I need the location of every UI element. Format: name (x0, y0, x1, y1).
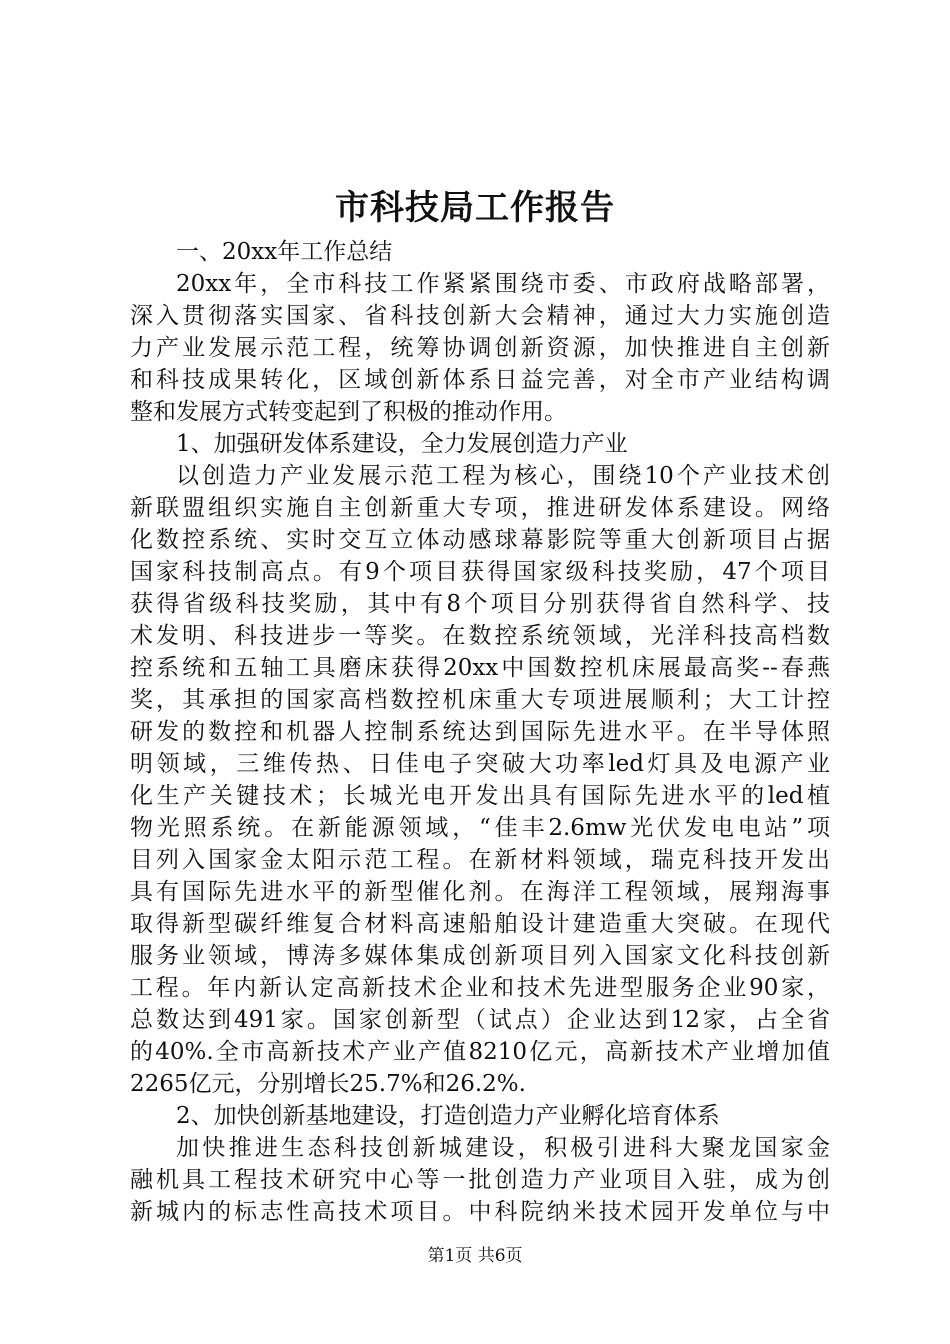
paragraph-line: 和科技成果转化，区域创新体系日益完善，对全市产业结构调 (130, 367, 830, 393)
paragraph-line: 新联盟组织实施自主创新重大专项，推进研发体系建设。网络 (130, 495, 830, 521)
paragraph-line: 明领域，三维传热、日佳电子突破大功率led灯具及电源产业 (130, 751, 830, 777)
paragraph-line: 工程。年内新认定高新技术企业和技术先进型服务企业90家， (130, 975, 830, 1001)
paragraph-line: 深入贯彻落实国家、省科技创新大会精神，通过大力实施创造 (130, 303, 830, 329)
subsection-heading: 1、加强研发体系建设，全力发展创造力产业 (176, 431, 628, 457)
paragraph-line: 具有国际先进水平的新型催化剂。在海洋工程领域，展翔海事 (130, 879, 830, 905)
paragraph-line: 取得新型碳纤维复合材料高速船舶设计建造重大突破。在现代 (130, 911, 830, 937)
paragraph-line: 加快推进生态科技创新城建设，积极引进科大聚龙国家金 (176, 1135, 830, 1161)
paragraph-line: 新城内的标志性高技术项目。中科院纳米技术园开发单位与中 (130, 1199, 830, 1225)
paragraph-line: 服务业领域，博涛多媒体集成创新项目列入国家文化科技创新 (130, 943, 830, 969)
paragraph-line: 物光照系统。在新能源领域，“佳丰2.6mw光伏发电电站”项 (130, 815, 830, 841)
paragraph-line: 2265亿元，分别增长25.7%和26.2%. (130, 1071, 526, 1097)
paragraph-line: 获得省级科技奖励，其中有8个项目分别获得省自然科学、技 (130, 591, 830, 617)
paragraph-line: 总数达到491家。国家创新型（试点）企业达到12家，占全省 (130, 1007, 830, 1033)
paragraph-line: 奖，其承担的国家高档数控机床重大专项进展顺利；大工计控 (130, 687, 830, 713)
paragraph-line: 整和发展方式转变起到了积极的推动作用。 (130, 399, 567, 425)
section-heading: 一、20xx年工作总结 (176, 239, 393, 265)
page-title: 市科技局工作报告 (335, 188, 615, 228)
paragraph-line: 研发的数控和机器人控制系统达到国际先进水平。在半导体照 (130, 719, 830, 745)
paragraph-line: 以创造力产业发展示范工程为核心，围绕10个产业技术创 (176, 463, 830, 489)
paragraph-line: 20xx年，全市科技工作紧紧围绕市委、市政府战略部署， (176, 271, 830, 297)
paragraph-line: 化生产关键技术；长城光电开发出具有国际先进水平的led植 (130, 783, 830, 809)
paragraph-line: 控系统和五轴工具磨床获得20xx中国数控机床展最高奖--春燕 (130, 655, 830, 681)
document-body (130, 236, 830, 1228)
page-footer: 第1页 共6页 (427, 1246, 523, 1266)
paragraph-line: 目列入国家金太阳示范工程。在新材料领域，瑞克科技开发出 (130, 847, 830, 873)
paragraph-line: 国家科技制高点。有9个项目获得国家级科技奖励，47个项目 (130, 559, 830, 585)
paragraph-line: 术发明、科技进步一等奖。在数控系统领域，光洋科技高档数 (130, 623, 830, 649)
subsection-heading: 2、加快创新基地建设，打造创造力产业孵化培育体系 (176, 1103, 720, 1129)
paragraph-line: 的40%.全市高新技术产业产值8210亿元，高新技术产业增加值 (130, 1039, 830, 1065)
paragraph-line: 化数控系统、实时交互立体动感球幕影院等重大创新项目占据 (130, 527, 830, 553)
paragraph-line: 融机具工程技术研究中心等一批创造力产业项目入驻，成为创 (130, 1167, 830, 1193)
paragraph-line: 力产业发展示范工程，统筹协调创新资源，加快推进自主创新 (130, 335, 830, 361)
